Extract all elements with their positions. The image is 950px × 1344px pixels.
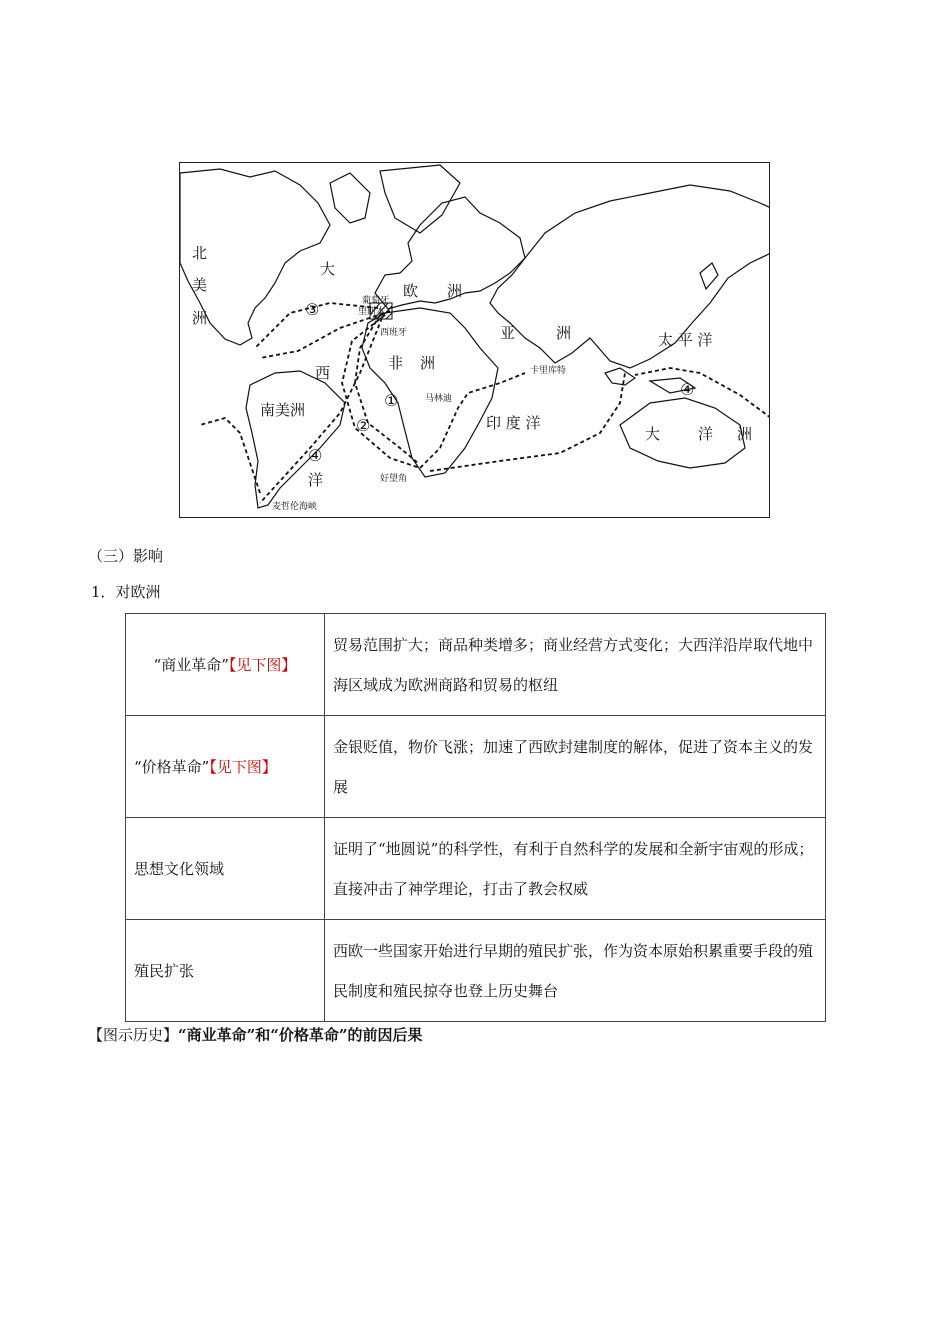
label-cape: 好望角 xyxy=(380,474,408,484)
route-map-drawing xyxy=(180,163,770,518)
topic-cell xyxy=(126,614,325,716)
label-calicut: 卡里库特 xyxy=(530,366,567,376)
route-marker-4-pacific: ④ xyxy=(680,380,695,399)
table-row xyxy=(126,818,826,920)
table-row xyxy=(126,920,826,1022)
topic-cell: 殖民扩张 xyxy=(126,920,325,1022)
description-cell: 金银贬值，物价飞涨；加速了西欧封建制度的解体，促进了资本主义的发展 xyxy=(325,716,826,818)
label-atlantic-1: 大 xyxy=(320,260,336,278)
label-spain: 西班牙 xyxy=(380,328,408,338)
label-north-america-3: 洲 xyxy=(192,309,208,327)
topic-cell xyxy=(126,716,325,818)
label-lisbon: 里斯本 xyxy=(358,307,386,317)
label-magellan: 麦哲伦海峡 xyxy=(272,502,318,512)
figure-caption xyxy=(88,1024,423,1045)
impact-table xyxy=(125,613,826,1022)
label-portugal: 葡萄牙 xyxy=(362,296,390,306)
label-north-america-2: 美 xyxy=(192,276,208,294)
caption-text: “商业革命”和“价格革命”的前因后果 xyxy=(178,1026,423,1044)
label-europe-1: 欧 xyxy=(403,282,419,300)
label-malindi: 马林迪 xyxy=(425,394,453,404)
route-marker-3: ③ xyxy=(305,300,320,319)
route-map xyxy=(179,162,770,518)
caption-prefix: 【图示历史】 xyxy=(88,1026,179,1044)
label-oceania-1: 大 xyxy=(645,425,661,443)
label-asia-1: 亚 xyxy=(500,324,516,342)
see-below-note: 【见下图】 xyxy=(209,758,277,776)
label-atlantic-2: 西 xyxy=(315,364,331,382)
table-row xyxy=(126,614,826,716)
label-africa-1: 非 xyxy=(388,354,404,372)
description-cell: 证明了“地圆说”的科学性，有利于自然科学的发展和全新宇宙观的形成；直接冲击了神学理论，打击了教会权威 xyxy=(325,818,826,920)
label-africa-2: 洲 xyxy=(420,354,436,372)
topic-text: “价格革命” xyxy=(134,758,210,776)
label-europe-2: 洲 xyxy=(447,282,463,300)
description-cell: 贸易范围扩大；商品种类增多；商业经营方式变化；大西洋沿岸取代地中海区域成为欧洲商路和贸易的枢纽 xyxy=(325,614,826,716)
topic-cell: 思想文化领域 xyxy=(126,818,325,920)
label-oceania-3: 洲 xyxy=(737,425,753,443)
label-oceania-2: 洋 xyxy=(698,425,714,443)
sub-heading: 1．对欧洲 xyxy=(91,583,161,601)
see-below-note: 【见下图】 xyxy=(228,656,297,674)
table-row xyxy=(126,716,826,818)
section-heading: （三）影响 xyxy=(88,547,164,565)
topic-text: “商业革命” xyxy=(153,656,229,674)
label-pacific: 太 平 洋 xyxy=(658,331,713,349)
label-asia-2: 洲 xyxy=(556,324,572,342)
label-south-america: 南美洲 xyxy=(260,401,306,419)
route-marker-1: ① xyxy=(384,391,399,410)
route-marker-2: ② xyxy=(356,416,371,435)
route-marker-4-atlantic: ④ xyxy=(308,446,323,465)
label-north-america-1: 北 xyxy=(192,244,208,262)
label-indian: 印 度 洋 xyxy=(486,414,541,432)
label-atlantic-3: 洋 xyxy=(308,471,324,489)
description-cell: 西欧一些国家开始进行早期的殖民扩张，作为资本原始积累重要手段的殖民制度和殖民掠夺也登上历史舞台 xyxy=(325,920,826,1022)
